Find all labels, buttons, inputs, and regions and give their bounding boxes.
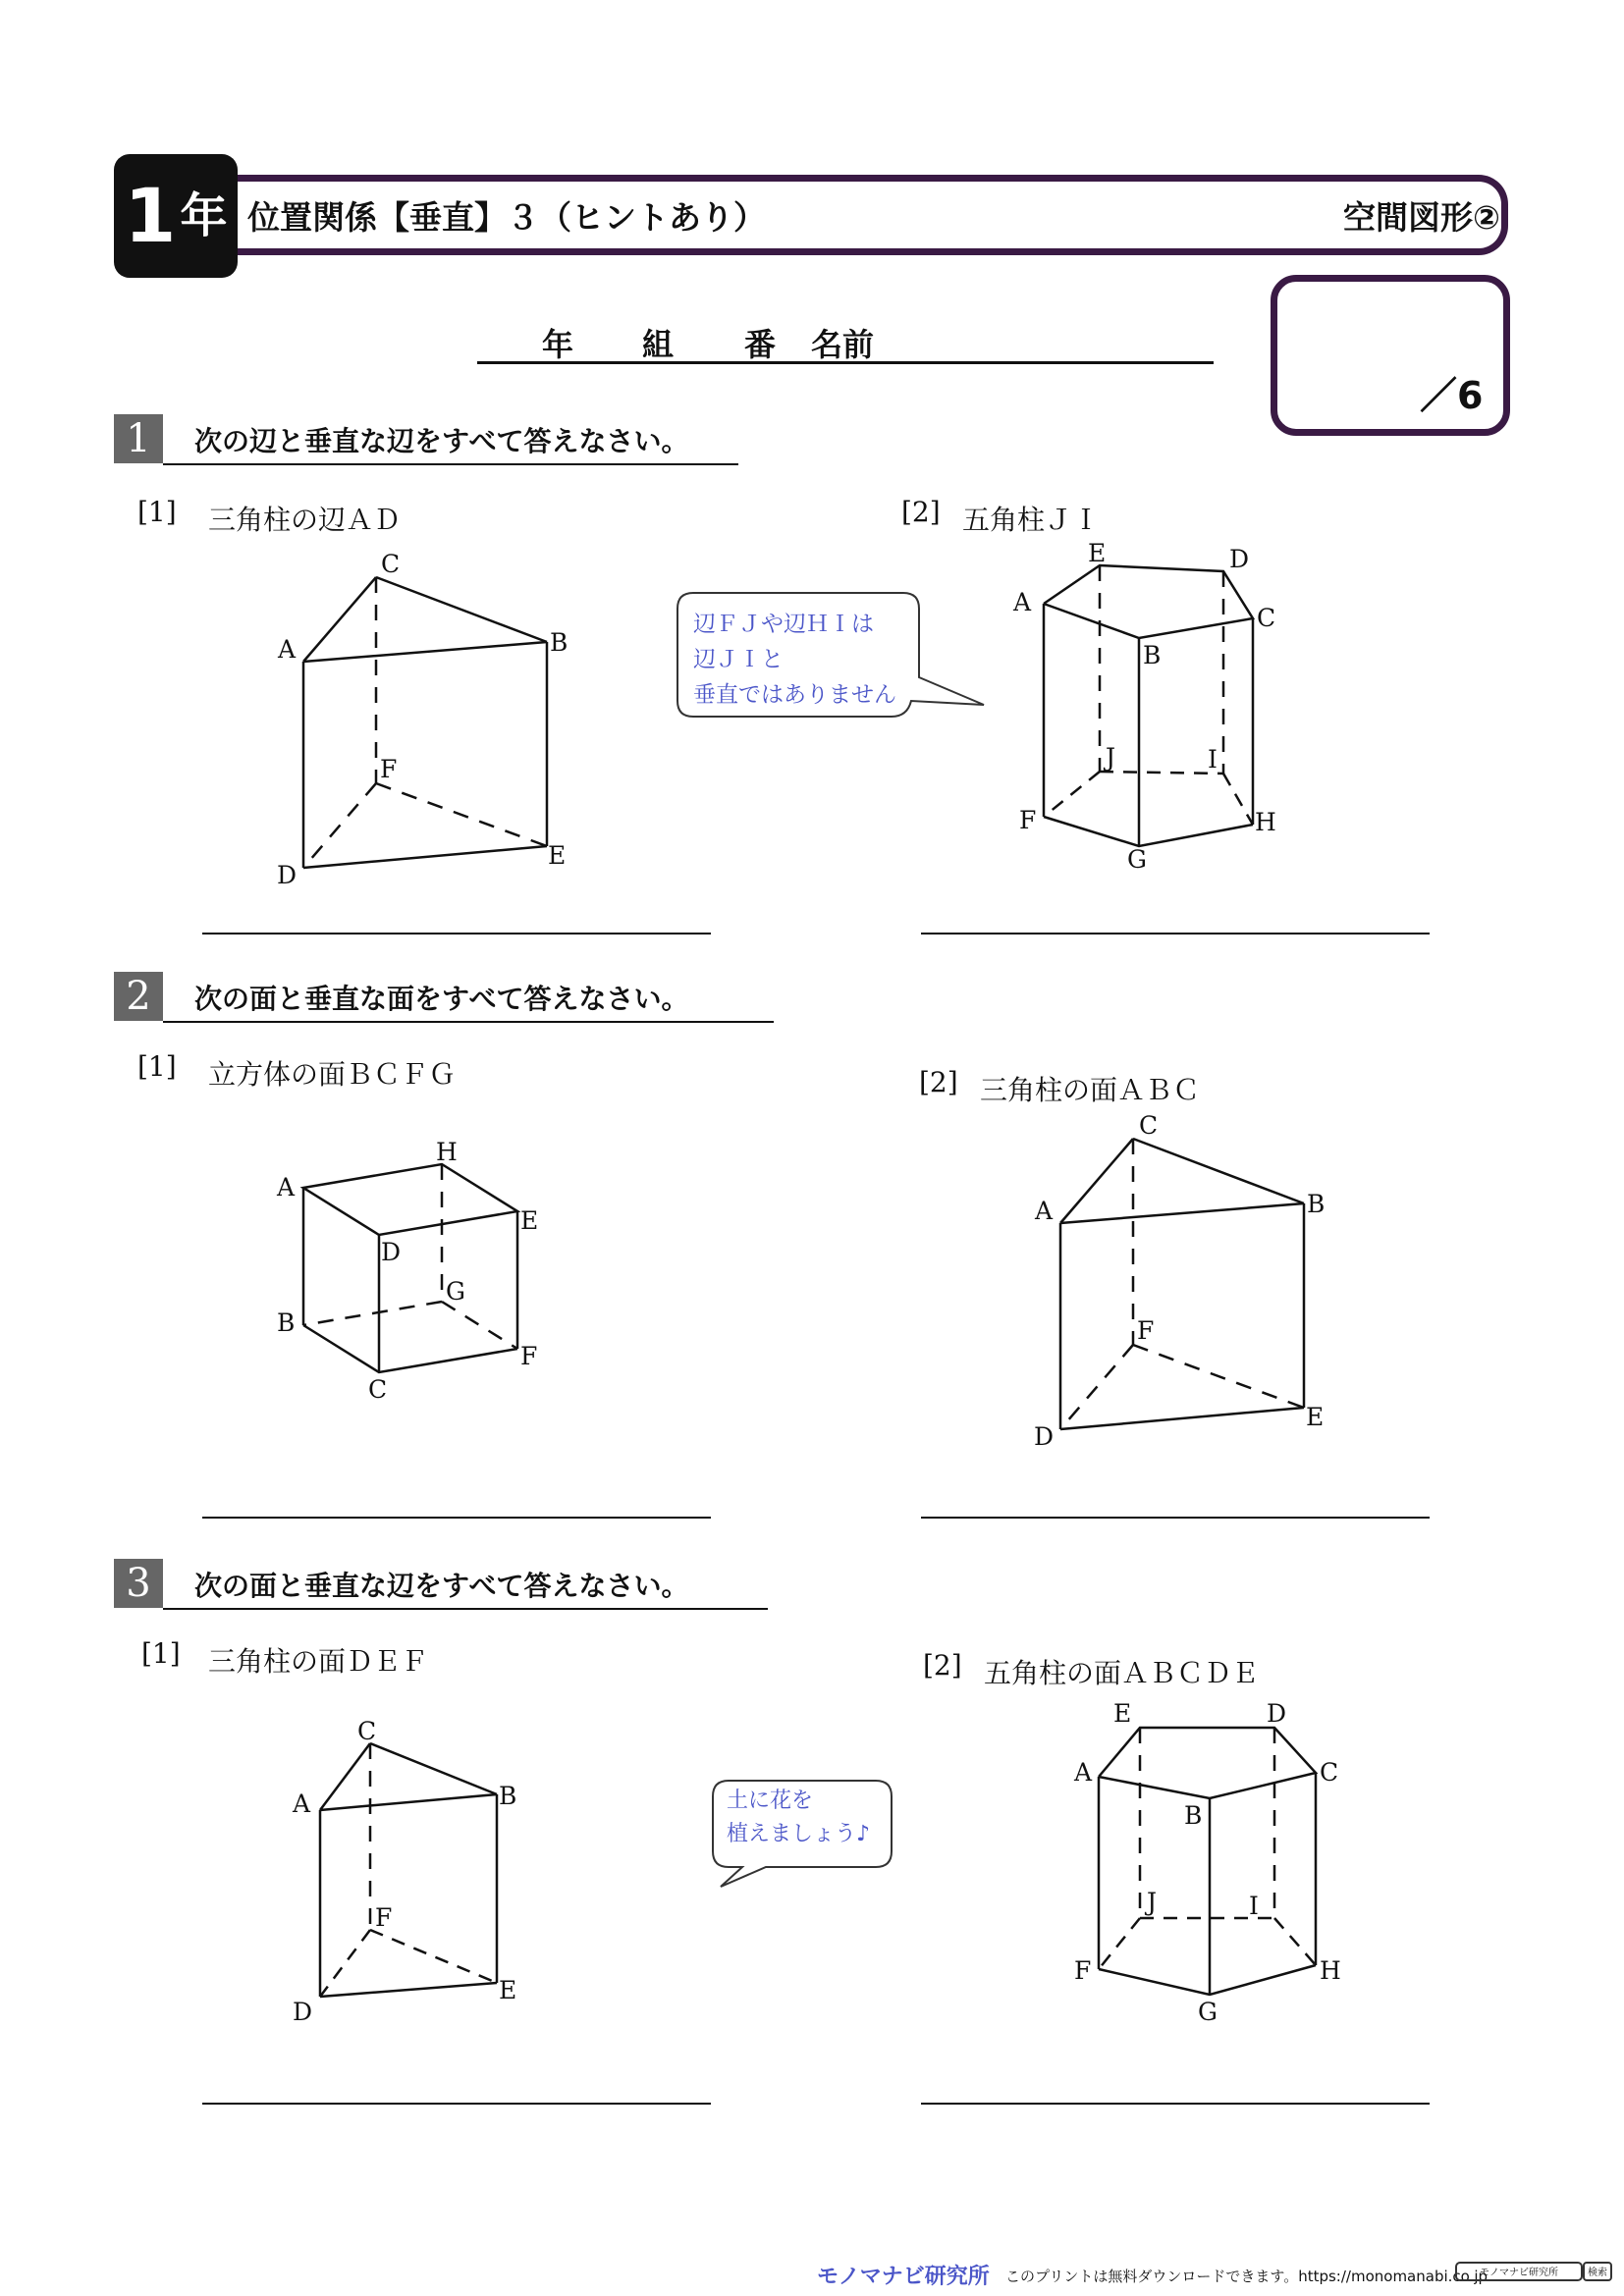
vertex-label: D: [293, 1998, 313, 2026]
vertex-label: J: [1147, 1888, 1158, 1916]
section-2-number: 2: [114, 972, 163, 1021]
vertex-label: F: [380, 755, 398, 783]
vertex-label: E: [1306, 1403, 1325, 1431]
vertex-label: E: [1088, 539, 1107, 567]
problem-2-2-label: 三角柱の面ＡＢＣ: [980, 1074, 1201, 1106]
vertex-label: E: [520, 1206, 539, 1235]
problem-3-2-number: [2]: [923, 1649, 962, 1682]
vertex-label: E: [548, 841, 567, 870]
problem-1-2-number: [2]: [901, 496, 941, 528]
footer-search-button: 検索: [1583, 2262, 1612, 2281]
vertex-label: A: [1013, 588, 1032, 616]
grade-badge: [114, 154, 238, 278]
vertex-label: G: [1127, 845, 1147, 874]
grade-suffix: 年: [180, 188, 228, 243]
footer-logo: モノマナビ研究所: [817, 2265, 990, 2289]
problem-1-2-label: 五角柱ＪＩ: [962, 504, 1101, 536]
vertex-label: D: [381, 1238, 402, 1266]
vertex-label: D: [1034, 1422, 1055, 1451]
vertex-label: A: [277, 1173, 296, 1201]
worksheet-title: 位置関係【垂直】３（ヒントあり）: [247, 198, 766, 237]
vertex-label: B: [277, 1308, 296, 1337]
section-2-instruction: 次の面と垂直な面をすべて答えなさい。: [194, 983, 689, 1015]
vertex-label: D: [1229, 545, 1250, 573]
section-3-number: 3: [114, 1559, 163, 1608]
section-3-instruction: 次の面と垂直な辺をすべて答えなさい。: [194, 1570, 689, 1602]
score-total: ／6: [1420, 374, 1484, 417]
name-line-class: 組: [642, 326, 675, 363]
problem-2-1-number: [1]: [137, 1050, 177, 1083]
vertex-label: J: [1106, 743, 1116, 772]
name-line-name: 名前: [811, 326, 875, 363]
vertex-label: C: [368, 1375, 388, 1404]
answer-line-3-1[interactable]: [202, 2103, 711, 2105]
vertex-label: G: [446, 1277, 465, 1306]
vertex-label: H: [436, 1138, 458, 1166]
vertex-label: I: [1208, 745, 1218, 774]
vertex-label: C: [1139, 1111, 1159, 1140]
unit-name: 空間図形②: [1343, 198, 1500, 237]
grade-number: 1: [124, 172, 177, 259]
problem-3-2-label: 五角柱の面ＡＢＣＤＥ: [984, 1657, 1260, 1689]
vertex-label: C: [1257, 604, 1276, 632]
vertex-label: G: [1198, 1998, 1218, 2026]
vertex-label: F: [1019, 806, 1037, 834]
vertex-label: E: [1113, 1699, 1132, 1728]
section-1-number: 1: [114, 414, 163, 463]
vertex-label: H: [1255, 808, 1276, 836]
vertex-label: C: [1320, 1758, 1339, 1787]
vertex-label: B: [1184, 1801, 1203, 1830]
problem-2-1-label: 立方体の面ＢＣＦＧ: [208, 1058, 457, 1091]
hint-text-1: 辺ＦＪや辺ＨＩは 辺ＪＩと 垂直ではありません: [693, 612, 896, 708]
problem-3-1-label: 三角柱の面ＤＥＦ: [208, 1645, 429, 1678]
vertex-label: C: [381, 550, 401, 578]
problem-3-1-number: [1]: [141, 1637, 181, 1670]
vertex-label: D: [1267, 1699, 1287, 1728]
problem-2-2-number: [2]: [919, 1066, 958, 1098]
problem-1-1-number: [1]: [137, 496, 177, 528]
answer-line-3-2[interactable]: [921, 2103, 1430, 2105]
vertex-label: F: [1074, 1956, 1092, 1985]
hint-text-2: 土に花を 植えましょう♪: [727, 1789, 871, 1846]
name-line-year: 年: [542, 326, 574, 363]
section-1-instruction: 次の辺と垂直な辺をすべて答えなさい。: [194, 425, 689, 457]
vertex-label: A: [278, 635, 297, 664]
vertex-label: I: [1249, 1892, 1259, 1920]
vertex-label: B: [1143, 641, 1162, 669]
footer-text: このプリントは無料ダウンロードできます。https://monomanabi.co.jp: [1005, 2268, 1489, 2285]
vertex-label: B: [1307, 1190, 1326, 1218]
vertex-label: E: [499, 1976, 517, 2004]
vertex-label: B: [550, 628, 568, 657]
vertex-label: B: [499, 1782, 517, 1810]
vertex-label: A: [1035, 1197, 1054, 1225]
problem-1-1-label: 三角柱の辺ＡＤ: [208, 504, 402, 536]
vertex-label: A: [293, 1789, 311, 1818]
vertex-label: F: [520, 1342, 538, 1370]
vertex-label: H: [1320, 1956, 1341, 1985]
vertex-label: D: [277, 861, 298, 889]
vertex-label: F: [375, 1903, 393, 1932]
name-line-number: 番: [744, 326, 777, 363]
vertex-label: F: [1137, 1316, 1155, 1345]
footer-search-box: モノマナビ研究所: [1455, 2262, 1583, 2281]
vertex-label: A: [1074, 1758, 1093, 1787]
vertex-label: C: [357, 1717, 377, 1745]
